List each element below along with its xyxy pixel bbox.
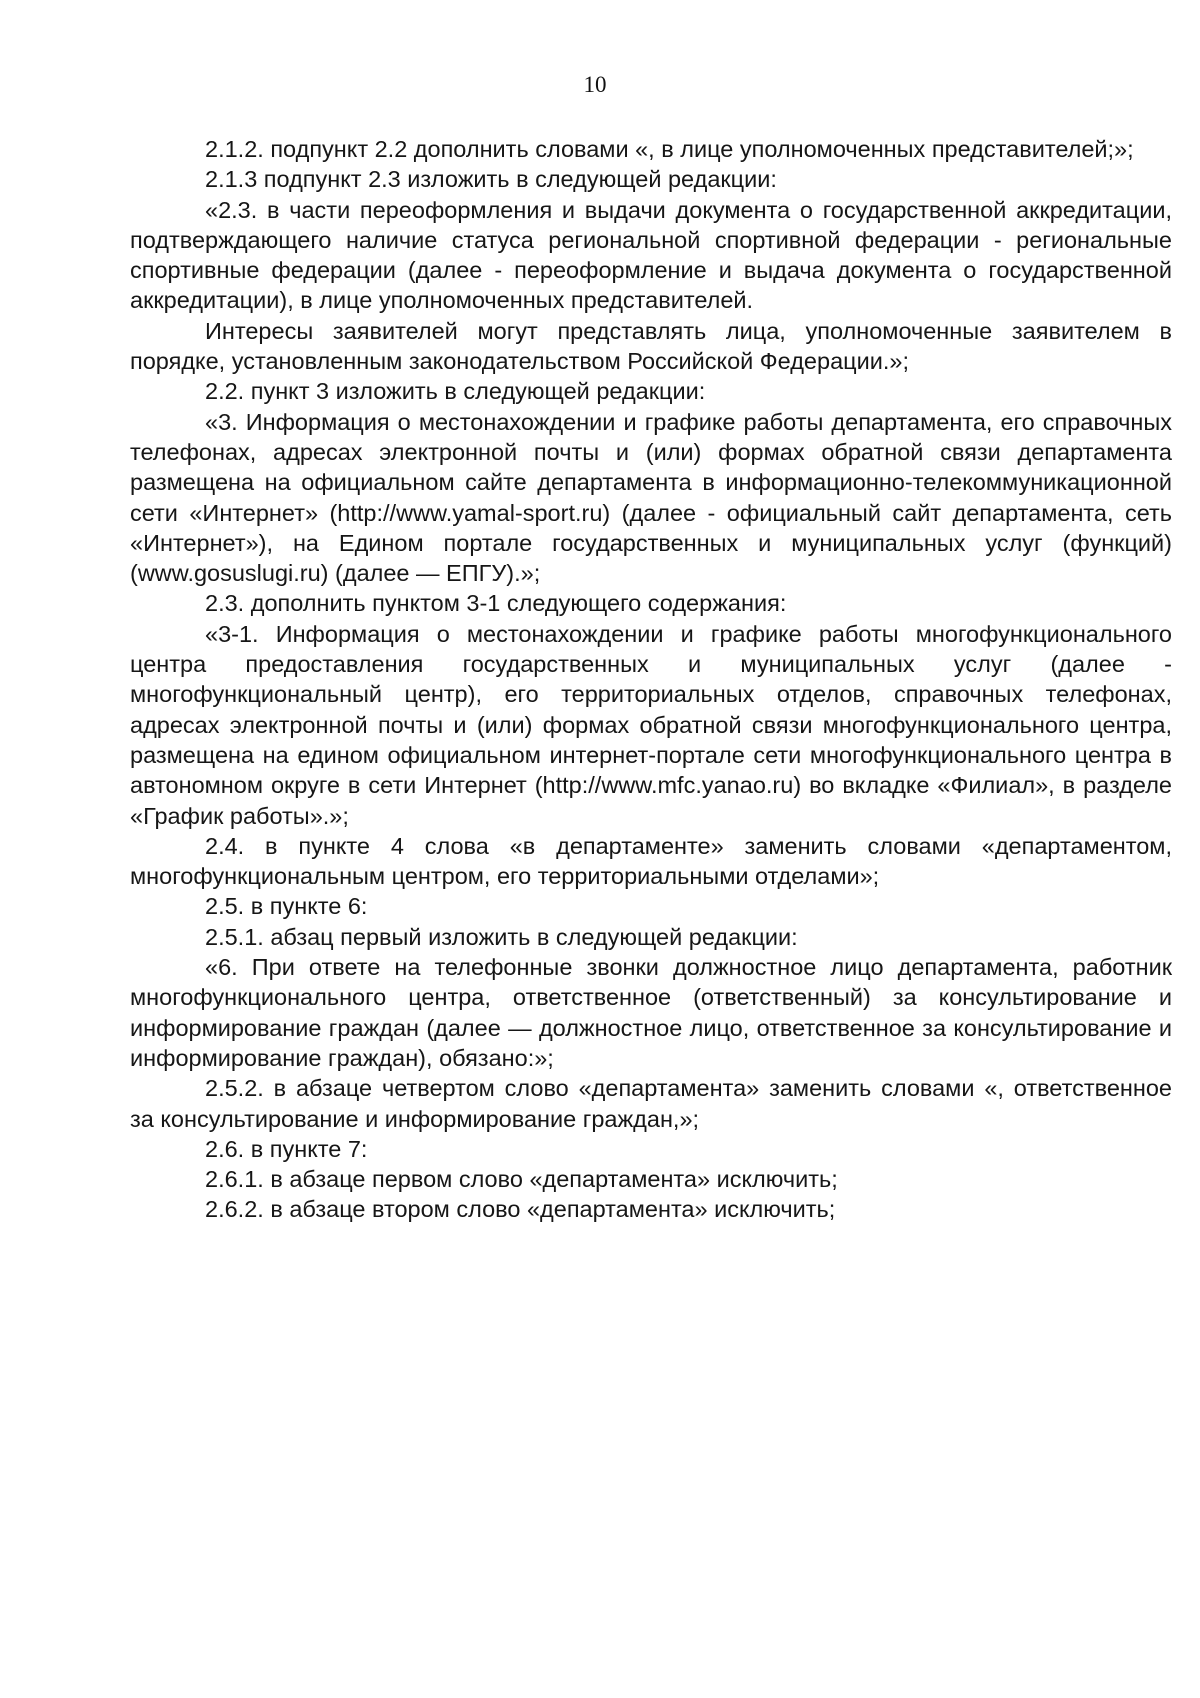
paragraph-2-2: 2.2. пункт 3 изложить в следующей редакции:: [205, 378, 706, 405]
paragraph-2-4: 2.4. в пункте 4 слова «в департаменте» заменить словами «департаментом, многофункциональным центром, его территориальными отделами»;: [130, 832, 1172, 890]
paragraph-2-5-2: 2.5.2. в абзаце четвертом слово «департамента» заменить словами «, ответственное за консультирование и информирование граждан,»;: [130, 1075, 1172, 1132]
paragraph-2-1-2: 2.1.2. подпункт 2.2 дополнить словами «, в лице уполномоченных представителей;»;: [205, 136, 1134, 162]
paragraph-applicant-interests: Интересы заявителей могут представлять лица, уполномоченные заявителем в порядке, установленным законодательством Российской Федерации.»;: [130, 317, 1172, 375]
paragraph-2-1-3: 2.1.3 подпункт 2.3 изложить в следующей редакции:: [205, 166, 777, 193]
paragraph-3-1-quote: «3-1. Информация о местонахождении и графике работы многофункционального центра предоставления государственных и муниципальных услуг (далее - многофункциональный центр), его территориальных отделов, справочных телефонах, адресах электронной почты и (или) формах обратной связи многофункционального центра, размещена на едином официальном интернет-портале сети многофункционального центра в автономном округе в сети Интернет (http://www.mfc.yanao.ru) во вкладке «Филиал», в разделе «График работы».»;: [130, 620, 1172, 829]
page-number: 10: [583, 72, 607, 97]
paragraph-2-3: 2.3. дополнить пунктом 3-1 следующего содержания:: [205, 590, 787, 617]
document-body: [130, 134, 1172, 1225]
paragraph-3-quote: «3. Информация о местонахождении и графике работы департамента, его справочных телефонах, адресах электронной почты и (или) формах обратной связи департамента размещена на официальном сайте департамента в информационно-телекоммуникационной сети «Интернет» (http://www.yamal-sport.ru) (далее - официальный сайт департамента, сеть «Интернет»), на Едином портале государственных и муниципальных услуг (функций) (www.gosuslugi.ru) (далее — ЕПГУ).»;: [130, 408, 1172, 587]
paragraph-2-6-1: 2.6.1. в абзаце первом слово «департамента» исключить;: [205, 1166, 838, 1193]
paragraph-2-5: 2.5. в пункте 6:: [205, 893, 368, 920]
paragraph-2-6: 2.6. в пункте 7:: [205, 1135, 368, 1162]
paragraph-2-6-2: 2.6.2. в абзаце втором слово «департамента» исключить;: [205, 1196, 836, 1223]
paragraph-2-3-quote: «2.3. в части переоформления и выдачи документа о государственной аккредитации, подтверждающего наличие статуса региональной спортивной федерации - региональные спортивные федерации (далее - переоформление и выдача документа о государственной аккредитации), в лице уполномоченных представителей.: [130, 196, 1172, 314]
paragraph-2-5-1: 2.5.1. абзац первый изложить в следующей редакции:: [205, 923, 798, 950]
paragraph-6-quote: «6. При ответе на телефонные звонки должностное лицо департамента, работник многофункционального центра, ответственное (ответственный) за консультирование и информирование граждан (далее — должностное лицо, ответственное за консультирование и информирование граждан), обязано:»;: [130, 954, 1172, 1071]
